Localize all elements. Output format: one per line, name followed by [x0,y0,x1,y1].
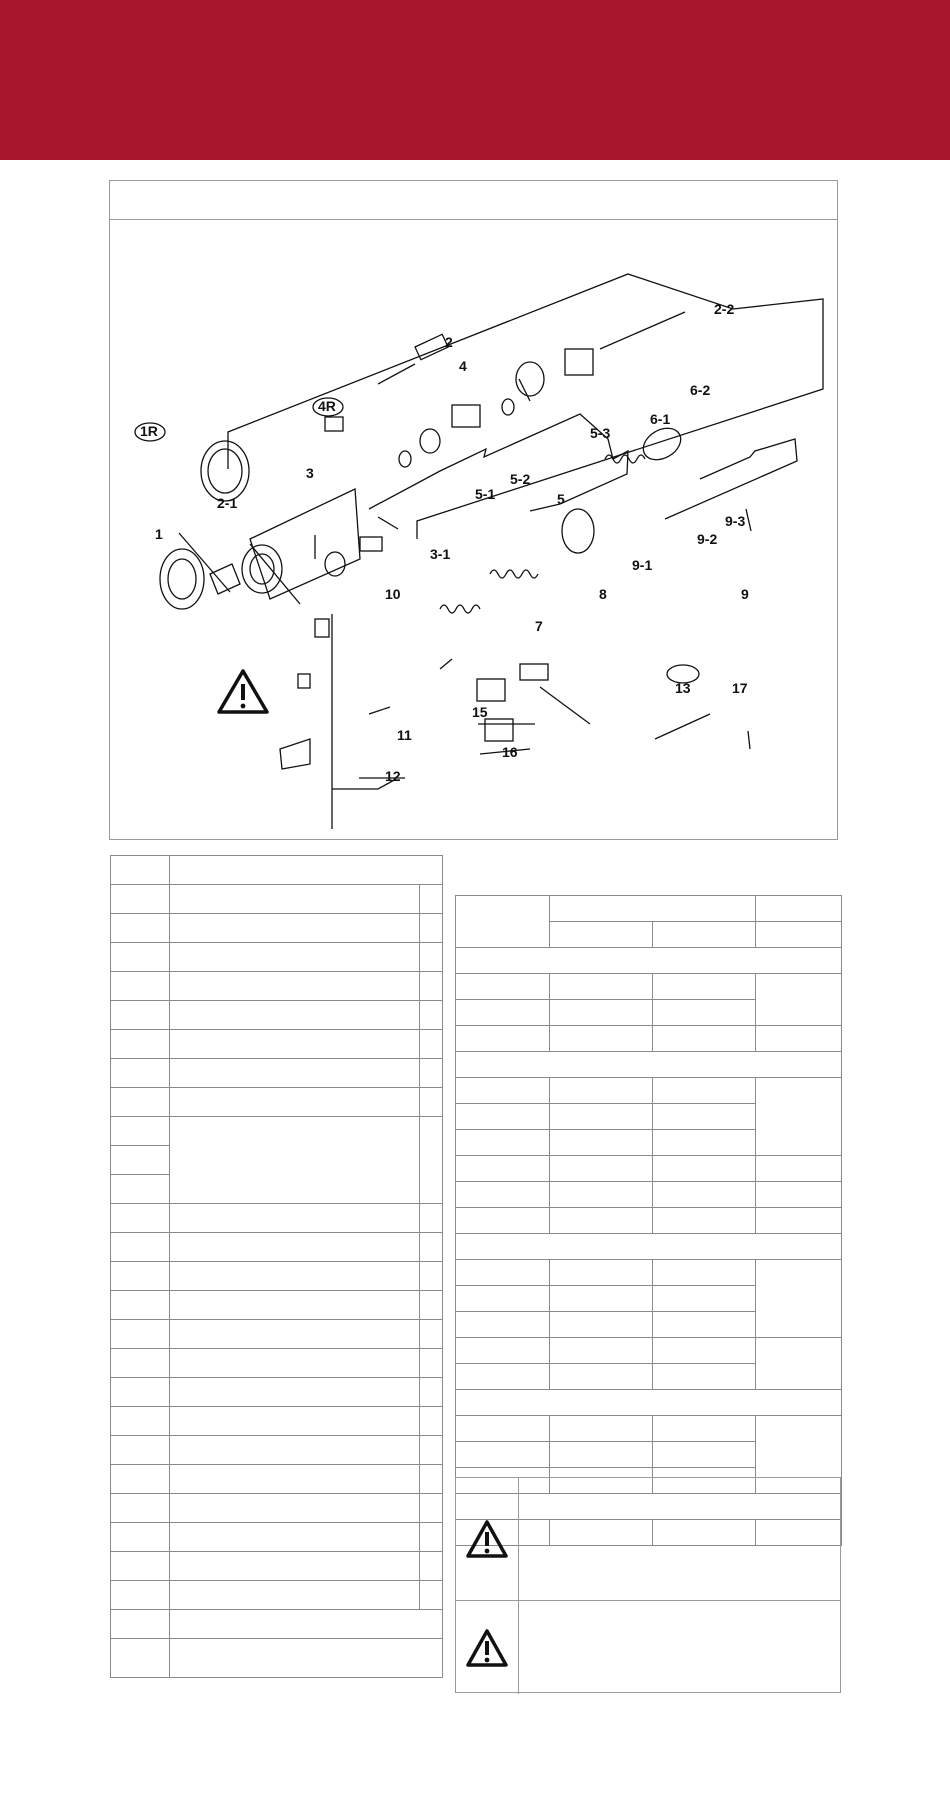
table-cell [170,856,443,885]
part-9-3-knob [638,422,687,466]
table-cell [550,1312,653,1338]
callout-3-1: 3-1 [430,546,451,562]
table-cell [756,974,842,1026]
table-cell [456,948,842,974]
table-row [456,1416,842,1442]
table-row [456,1078,842,1104]
part-1-cap-inner [168,559,196,599]
table-cell [653,1416,756,1442]
callout-12: 12 [385,768,401,784]
table-cell [550,1442,653,1468]
table-cell [111,1494,170,1523]
part-3-port [325,552,345,576]
table-row [456,974,842,1000]
leader-4 [519,379,530,401]
callout-15: 15 [472,704,488,720]
table-cell [170,1552,420,1581]
table-row [111,1552,443,1581]
table-cell [456,1182,550,1208]
table-cell [550,1182,653,1208]
table-row [111,1523,443,1552]
table-cell [170,1233,420,1262]
table-cell [170,1262,420,1291]
table-row [111,914,443,943]
part-6-1-ring [516,362,544,396]
table-cell [456,896,550,948]
table-cell [420,1030,443,1059]
callout-13: 13 [675,680,691,696]
table-cell [170,1204,420,1233]
table-cell [111,972,170,1001]
table-row [111,856,443,885]
table-cell [111,1262,170,1291]
table-cell [550,1000,653,1026]
table-cell [550,1104,653,1130]
part-17-bolt [655,714,710,739]
table-cell [170,1494,420,1523]
part-6-2-body [565,349,593,375]
warning-triangle-icon [465,1519,509,1559]
table-row [111,1291,443,1320]
part-9-1-cap [562,509,594,553]
table-cell [756,1182,842,1208]
table-cell [170,1291,420,1320]
table-cell [111,1088,170,1117]
callout-1: 1 [155,526,163,542]
table-cell [170,1117,420,1204]
callout-6-1: 6-1 [650,411,671,427]
part-2-1-nozzle [210,564,240,594]
table-cell [420,1436,443,1465]
table-cell [170,972,420,1001]
bracket-9-line [665,439,797,519]
table-cell [111,1175,170,1204]
table-row [111,1030,443,1059]
table-cell [456,1312,550,1338]
table-row [111,885,443,914]
leader-10 [440,659,452,669]
table-cell [111,1407,170,1436]
part-5-2-oring [420,429,440,453]
part-13-brush-handle [540,687,590,724]
part-10 [315,619,329,637]
table-cell [456,974,550,1000]
table-row [111,1088,443,1117]
table-cell [111,914,170,943]
callout-2-2: 2-2 [714,301,735,317]
table-cell [170,1465,420,1494]
callout-9: 9 [741,586,749,602]
table-cell [111,1465,170,1494]
callout-9-2: 9-2 [697,531,718,547]
part-11 [298,674,310,688]
parts-list-table [110,855,443,1678]
table-row [456,948,842,974]
table-cell [170,1059,420,1088]
table-row [456,1026,842,1052]
table-cell [111,1610,170,1639]
table-cell [550,1208,653,1234]
table-cell [653,1286,756,1312]
part-16 [485,719,513,741]
table-cell [420,1465,443,1494]
table-row [456,1390,842,1416]
table-row [111,1610,443,1639]
table-cell [420,1581,443,1610]
warning-triangle-icon [219,671,267,712]
part-5-1-oring [399,451,411,467]
table-cell [456,1026,550,1052]
table-cell [420,1233,443,1262]
table-cell [420,885,443,914]
warning-row-1 [456,1478,840,1601]
table-cell [420,1494,443,1523]
table-cell [111,885,170,914]
table-cell [456,1390,842,1416]
table-row [111,1581,443,1610]
warning-icon-cell [456,1478,519,1600]
table-cell [756,1078,842,1156]
table-cell [550,1286,653,1312]
table-cell [111,1059,170,1088]
warning-row-2 [456,1601,840,1694]
table-cell [456,1078,550,1104]
table-row [111,1407,443,1436]
table-row [111,1494,443,1523]
table-row [111,943,443,972]
table-cell [653,922,756,948]
callout-5-3: 5-3 [590,425,611,441]
leader-1r [250,544,300,604]
part-4r-plug [325,417,343,431]
table-cell [111,943,170,972]
table-cell [170,1639,443,1678]
table-cell [653,1338,756,1364]
table-cell [550,1416,653,1442]
callout-10: 10 [385,586,401,602]
table-cell [456,1416,550,1442]
table-cell [756,1260,842,1338]
table-cell [420,1088,443,1117]
table-cell [550,1260,653,1286]
table-cell [653,1104,756,1130]
table-cell [420,1378,443,1407]
table-cell [550,896,756,922]
table-cell [170,1320,420,1349]
table-cell [653,1026,756,1052]
part-4-needle [378,364,415,384]
table-cell [420,1117,443,1204]
table-cell [111,1233,170,1262]
table-row [111,1465,443,1494]
table-cell [456,1338,550,1364]
specification-table [455,895,842,1546]
table-cell [550,1156,653,1182]
table-row [456,1338,842,1364]
table-cell [653,1130,756,1156]
table-cell [420,1204,443,1233]
table-cell [550,1130,653,1156]
callout-11: 11 [397,727,412,743]
table-cell [756,1156,842,1182]
part-3-1 [360,537,382,551]
part-8-spring [490,570,538,578]
table-cell [456,1130,550,1156]
table-cell [420,914,443,943]
part-3-head [242,545,282,593]
table-row [111,1378,443,1407]
warning-icon-cell [456,1601,519,1694]
table-cell [420,1407,443,1436]
part-15 [477,679,505,701]
table-cell [420,1320,443,1349]
parts-drawing [110,219,837,839]
table-row [456,896,842,922]
table-cell [456,1104,550,1130]
table-cell [420,1291,443,1320]
table-row [456,1260,842,1286]
table-cell [111,1523,170,1552]
table-row [111,1436,443,1465]
table-cell [170,1610,443,1639]
table-cell [653,1182,756,1208]
callout-4: 4 [459,358,467,374]
table-cell [170,914,420,943]
callout-8: 8 [599,586,607,602]
table-cell [420,943,443,972]
table-cell [550,974,653,1000]
table-cell [456,1208,550,1234]
table-cell [111,1552,170,1581]
callout-1r: 1R [140,423,158,439]
table-row [111,1233,443,1262]
part-5-body [452,405,480,427]
table-cell [456,1000,550,1026]
table-cell [456,1234,842,1260]
callout-16: 16 [502,744,518,760]
part-7-spring [440,605,480,613]
table-row [111,1001,443,1030]
table-cell [170,1001,420,1030]
table-row [111,1204,443,1233]
table-cell [756,1338,842,1390]
table-row [456,1182,842,1208]
table-cell [420,1262,443,1291]
table-cell [170,1523,420,1552]
callout-6-2: 6-2 [690,382,711,398]
leader-1 [179,533,230,592]
table-cell [111,1436,170,1465]
part-1-cap [160,549,204,609]
table-cell [170,1378,420,1407]
table-cell [420,1552,443,1581]
table-cell [420,1349,443,1378]
table-cell [456,1364,550,1390]
table-cell [550,1026,653,1052]
diagram-title-row [110,181,837,220]
table-cell [456,1052,842,1078]
exploded-parts-diagram [109,180,838,840]
table-cell [420,1059,443,1088]
leader-9-2 [746,509,751,531]
table-cell [170,1581,420,1610]
table-cell [111,1378,170,1407]
table-cell [756,1026,842,1052]
part-9-3-spring [605,455,645,463]
part-1r-cap-inner [208,449,242,493]
table-cell [756,896,842,922]
callout-17: 17 [732,680,748,696]
table-cell [111,1349,170,1378]
table-cell [653,1156,756,1182]
table-cell [111,1320,170,1349]
table-row [111,1262,443,1291]
table-cell [653,1364,756,1390]
table-row [111,1349,443,1378]
callout-5-1: 5-1 [475,486,496,502]
table-cell [653,1312,756,1338]
table-cell [653,974,756,1000]
table-cell [111,1581,170,1610]
table-row [111,1639,443,1678]
table-cell [111,856,170,885]
table-cell [111,1001,170,1030]
callout-9-3: 9-3 [725,513,746,529]
part-2-2-rod [600,312,685,349]
table-cell [456,1286,550,1312]
table-row [456,1052,842,1078]
table-cell [456,1156,550,1182]
table-cell [653,1260,756,1286]
table-cell [550,1078,653,1104]
table-cell [170,1436,420,1465]
table-cell [170,943,420,972]
table-cell [456,1442,550,1468]
table-cell [170,1349,420,1378]
table-cell [653,1078,756,1104]
callout-4r: 4R [318,398,336,414]
table-cell [420,1523,443,1552]
callout-5: 5 [557,491,565,507]
table-cell [653,1208,756,1234]
table-cell [111,1030,170,1059]
callout-3: 3 [306,465,314,481]
table-cell [653,1442,756,1468]
callout-2: 2 [445,334,453,350]
callout-2-1: 2-1 [217,495,238,511]
table-cell [756,1208,842,1234]
table-row [111,1117,443,1146]
table-cell [653,1000,756,1026]
table-cell [170,1030,420,1059]
table-cell [550,1364,653,1390]
table-cell [111,1117,170,1146]
table-cell [456,1260,550,1286]
table-row [111,972,443,1001]
table-cell [420,972,443,1001]
leader-3 [378,517,398,529]
header-band [0,0,950,160]
table-cell [111,1291,170,1320]
warning-triangle-icon [465,1628,509,1668]
callout-9-1: 9-1 [632,557,653,573]
table-row [456,1234,842,1260]
leader-17 [748,731,750,749]
leader-10b [369,707,390,714]
table-cell [111,1146,170,1175]
callout-5-2: 5-2 [510,471,531,487]
table-cell [111,1639,170,1678]
table-cell [170,1407,420,1436]
table-cell [170,1088,420,1117]
table-cell [550,922,653,948]
table-cell [550,1338,653,1364]
table-cell [420,1001,443,1030]
table-cell [756,922,842,948]
table-row [456,1208,842,1234]
table-row [111,1320,443,1349]
callout-7: 7 [535,618,543,634]
warning-box [455,1477,841,1693]
table-cell [111,1204,170,1233]
part-12-clip [280,739,310,769]
table-row [456,1156,842,1182]
table-cell [170,885,420,914]
part-13-brush-head [520,664,548,680]
table-row [111,1059,443,1088]
part-5-3-oring [502,399,514,415]
